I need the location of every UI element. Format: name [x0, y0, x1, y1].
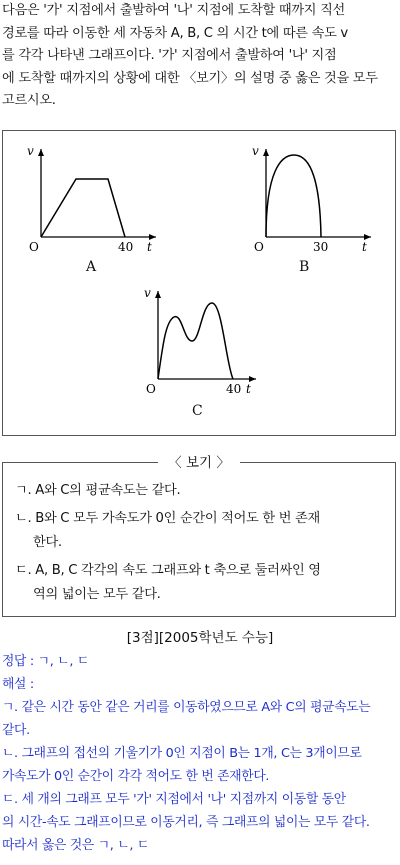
solution-line: 정답 : ㄱ, ㄴ, ㄷ: [2, 654, 89, 669]
question-text: [2, 0, 398, 113]
solution-line: 가속도가 0인 순간이 각각 적어도 한 번 존재한다.: [2, 769, 270, 784]
bogi-title: 〈 보기 〉: [3, 451, 395, 471]
origin-label: O: [29, 240, 39, 254]
question-line: 경로를 따라 이동한 세 자동차 A, B, C 의 시간 t에 따른 속도 v: [2, 25, 348, 41]
solution-text: [2, 650, 398, 857]
graph-a: [21, 141, 161, 255]
solution-line: ㄱ. 같은 시간 동안 같은 거리를 이동하였으므로 A와 C의 평균속도는: [2, 700, 371, 715]
solution-line: 의 시간-속도 그래프이므로 이동거리, 즉 그래프의 넓이는 모두 같다.: [2, 815, 370, 830]
question-line: 에 도착할 때까지의 상황에 대한 〈보기〉의 설명 중 옳은 것을 모두: [2, 70, 378, 86]
y-label: v: [144, 286, 151, 300]
figure-box: [2, 130, 396, 436]
y-axis-arrow: [38, 149, 44, 156]
question-line: 고르시오.: [2, 93, 56, 108]
y-label: v: [27, 144, 34, 158]
graph-c-svg: [138, 283, 278, 396]
solution-line: 해설 :: [2, 677, 34, 692]
caption-c: C: [192, 403, 203, 419]
caption-b: B: [299, 259, 310, 275]
x-label: t: [362, 240, 367, 254]
question-line: 다음은 '가' 지점에서 출발하여 '나' 지점에 도착할 때까지 직선: [2, 3, 345, 18]
y-label: v: [252, 144, 259, 158]
graph-a-svg: [21, 141, 161, 254]
y-axis-arrow: [263, 149, 269, 156]
velocity-curve-c: [158, 303, 233, 379]
velocity-curve-a: [41, 179, 125, 237]
velocity-curve-b: [266, 155, 321, 237]
solution-line: 따라서 옳은 것은 ㄱ, ㄴ, ㄷ: [2, 838, 149, 853]
x-tick-label: 30: [313, 240, 329, 254]
bogi-item-1: ㄱ. A와 C의 평균속도는 같다.: [15, 483, 181, 498]
origin-label: O: [254, 240, 264, 254]
solution-line: ㄴ. 그래프의 접선의 기울기가 0인 지점이 B는 1개, C는 3개이므로: [2, 746, 362, 761]
solution-line: 같다.: [2, 723, 30, 738]
x-tick-label: 40: [118, 240, 134, 254]
bogi-item-3: ㄷ. A, B, C 각각의 속도 그래프와 t 축으로 둘러싸인 영 역의 넓이는 모두 같다.: [15, 563, 321, 602]
origin-label: O: [146, 382, 156, 396]
graph-c: [138, 283, 278, 397]
x-label: t: [246, 382, 251, 396]
source-label: [3점][2005학년도 수능]: [126, 630, 274, 646]
x-label: t: [147, 240, 152, 254]
question-line: 를 각각 나타낸 그래프이다. '가' 지점에서 출발하여 '나' 지점: [2, 48, 337, 63]
bogi-box: [2, 455, 396, 617]
caption-a: A: [86, 259, 97, 275]
graph-b-svg: [246, 141, 386, 254]
bogi-item-2: ㄴ. B와 C 모두 가속도가 0인 순간이 적어도 한 번 존재 한다.: [15, 511, 320, 550]
graph-b: [246, 141, 386, 255]
x-tick-label: 40: [226, 382, 242, 396]
y-axis-arrow: [155, 291, 161, 298]
solution-line: ㄷ. 세 개의 그래프 모두 '가' 지점에서 '나' 지점까지 이동할 동안: [2, 792, 346, 807]
